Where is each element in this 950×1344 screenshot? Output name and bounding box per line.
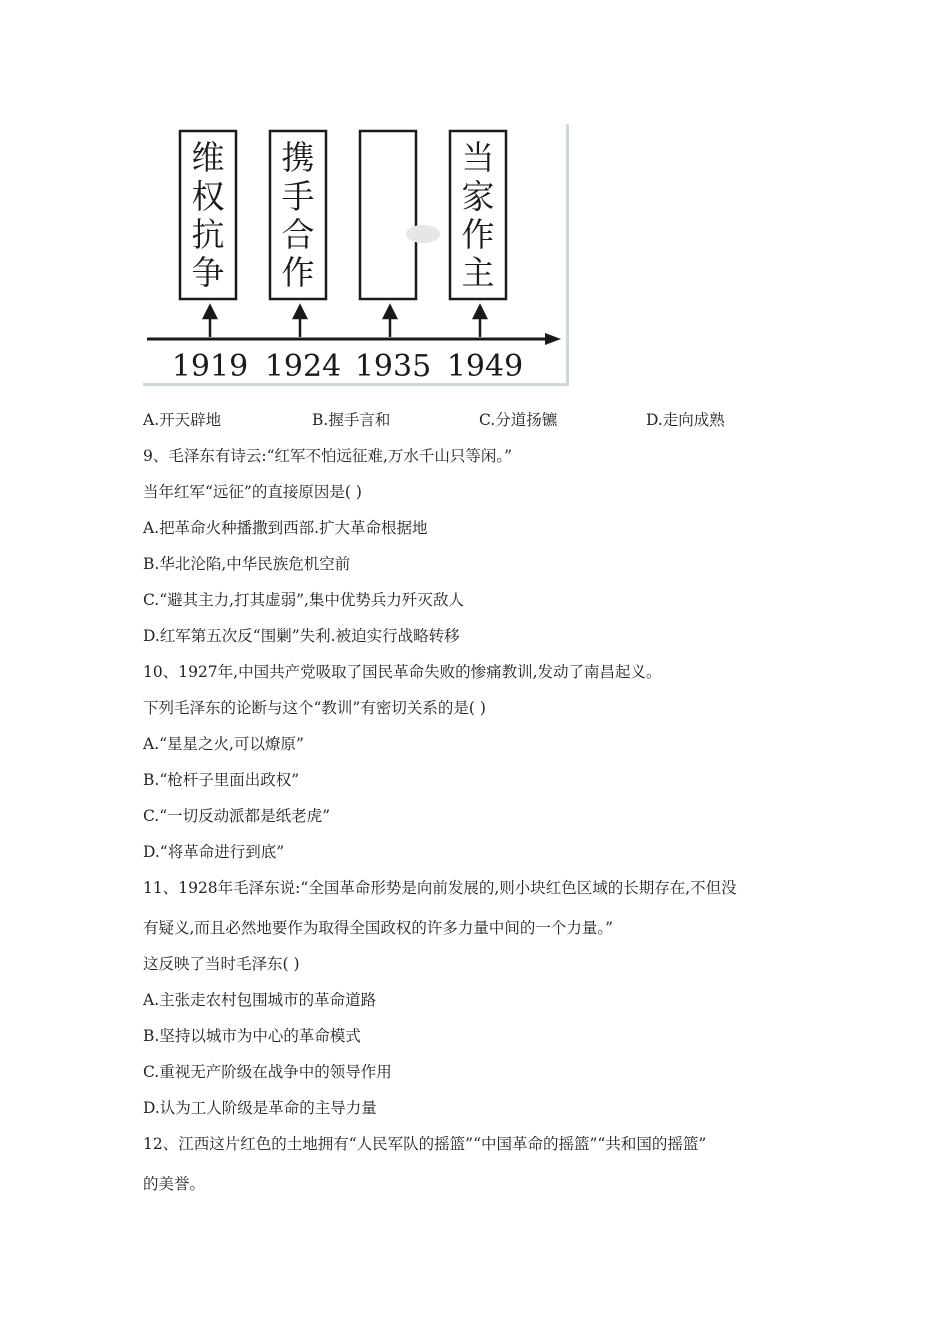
arrow-head-4 xyxy=(474,306,486,318)
q11-stem-line1: 11、1928年毛泽东说:“全国革命形势是向前发展的,则小块红色区域的长期存在,不但没 xyxy=(143,879,737,897)
box4-char-1: 当 xyxy=(461,138,495,177)
q11-stem-line2: 有疑义,而且必然地要作为取得全国政权的许多力量中间的一个力量。” xyxy=(143,919,614,937)
timeline-figure xyxy=(143,124,569,386)
q11-option-b: B.坚持以城市为中心的革命模式 xyxy=(143,1027,361,1045)
q12-stem-line1: 12、江西这片红色的土地拥有“人民军队的摇篮”“中国革命的摇篮”“共和国的摇篮” xyxy=(143,1135,707,1153)
q11-option-d: D.认为工人阶级是革命的主导力量 xyxy=(143,1099,377,1117)
q9-stem-line1: 9、毛泽东有诗云:“红军不怕远征难,万水千山只等闲。” xyxy=(143,447,513,465)
box4-char-2: 家 xyxy=(461,177,495,216)
q9-stem-line2: 当年红军“远征”的直接原因是( ) xyxy=(143,483,362,501)
arrow-head-3 xyxy=(384,306,396,318)
box1-char-1: 维 xyxy=(191,138,225,177)
q9-option-c: C.“避其主力,打其虚弱”,集中优势兵力歼灭敌人 xyxy=(143,591,464,609)
q11-option-a: A.主张走农村包围城市的革命道路 xyxy=(143,991,377,1009)
year-1924: 1924 xyxy=(264,349,342,384)
box2-char-4: 作 xyxy=(281,253,315,292)
q10-option-c: C.“一切反动派都是纸老虎” xyxy=(143,807,331,825)
q10-option-d: D.“将革命进行到底” xyxy=(143,843,285,861)
q8-option-b: B.握手言和 xyxy=(312,411,391,429)
q11-stem-line3: 这反映了当时毛泽东( ) xyxy=(143,955,300,973)
box1-char-4: 争 xyxy=(191,253,225,292)
box1-char-2: 权 xyxy=(191,177,225,216)
arrow-head-2 xyxy=(294,306,306,318)
box4-char-4: 主 xyxy=(461,253,495,292)
box4-char-3: 作 xyxy=(461,215,495,254)
q11-option-c: C.重视无产阶级在战争中的领导作用 xyxy=(143,1063,392,1081)
q8-option-a: A.开天辟地 xyxy=(143,411,222,429)
timeline-axis-arrow xyxy=(545,333,561,345)
box2-char-2: 手 xyxy=(281,177,315,216)
q10-stem-line1: 10、1927年,中国共产党吸取了国民革命失败的惨痛教训,发动了南昌起义。 xyxy=(143,663,662,681)
q8-option-c: C.分道扬镳 xyxy=(479,411,558,429)
q12-stem-line2: 的美誉。 xyxy=(143,1175,206,1193)
box2-char-3: 合 xyxy=(281,215,315,254)
arrow-head-1 xyxy=(204,306,216,318)
q9-option-b: B.华北沦陷,中华民族危机空前 xyxy=(143,555,351,573)
box2-char-1: 携 xyxy=(281,138,315,177)
smudge-mark xyxy=(406,225,440,243)
q10-option-b: B.“枪杆子里面出政权” xyxy=(143,771,300,789)
q9-option-a: A.把革命火种播撒到西部.扩大革命根据地 xyxy=(143,519,428,537)
year-1919: 1919 xyxy=(171,349,249,384)
timeline-svg xyxy=(143,124,569,386)
year-1949: 1949 xyxy=(446,349,524,384)
q8-option-d: D.走向成熟 xyxy=(646,411,725,429)
q10-option-a: A.“星星之火,可以燎原” xyxy=(143,735,304,753)
box1-char-3: 抗 xyxy=(191,215,225,254)
year-1935: 1935 xyxy=(354,349,432,384)
q10-stem-line2: 下列毛泽东的论断与这个“教训”有密切关系的是( ) xyxy=(143,699,486,717)
q9-option-d: D.红军第五次反“围剿”失利.被迫实行战略转移 xyxy=(143,627,460,645)
timeline-box-3-blank xyxy=(360,131,416,299)
